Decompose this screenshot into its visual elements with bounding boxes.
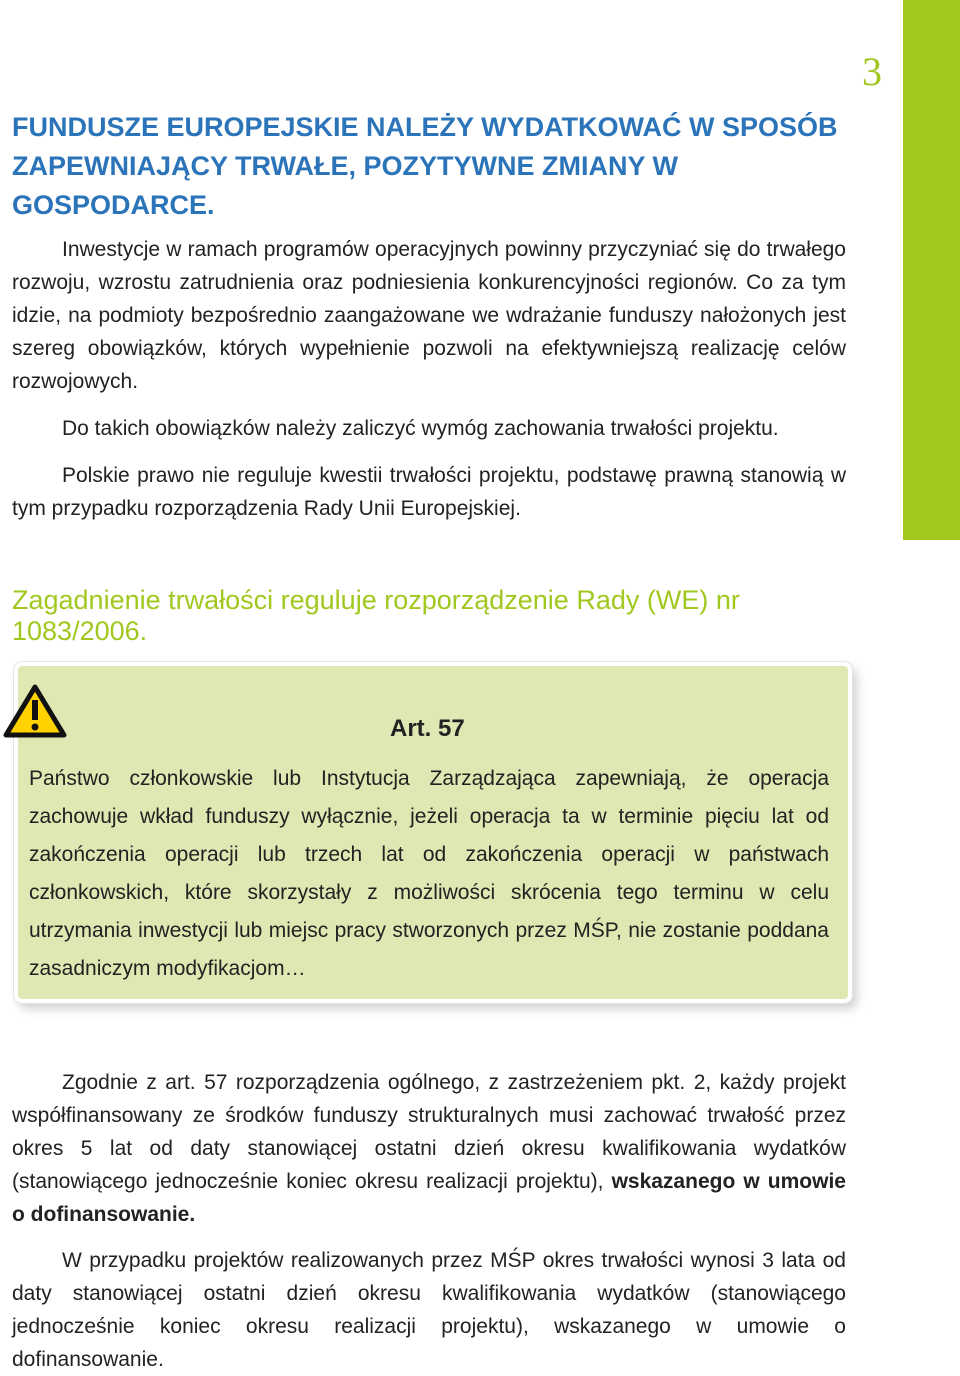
page-headline: FUNDUSZE EUROPEJSKIE NALEŻY WYDATKOWAĆ W SPOSÓB ZAPEWNIAJĄCY TRWAŁE, POZYTYWNE ZMIANY W GOSPODARCE. [12, 112, 838, 220]
closing-paragraph [12, 1066, 846, 1231]
green-sidebar-bar [903, 0, 960, 540]
closing-text: Zgodnie z art. 57 rozporządzenia ogólnego, z zastrzeżeniem pkt. 2, każdy projekt współfinansowany ze środków funduszy strukturalnych musi zachować trwałość przez okres 5 lat od daty stanowiącej ostatni dzień okresu kwalifikowania wydatków (stanowiącego jednocześnie koniec okresu realizacji projektu), [12, 1071, 846, 1193]
article-title: Art. 57 [390, 715, 465, 742]
article-paragraph: Państwo członkowskie lub Instytucja Zarządzająca zapewniają, że operacja zachowuje wkład funduszy wyłącznie, jeżeli operacja ta w terminie pięciu lat od zakończenia operacji lub trzech lat od zakończenia operacji w państwach członkowskich, które skorzystały z możliwości skrócenia tego terminu w celu utrzymania inwestycji lub miejsc pracy stworzonych przez MŚP, nie zostanie poddana zasadniczym modyfikacjom… [29, 767, 829, 980]
closing-paragraph: W przypadku projektów realizowanych przez MŚP okres trwałości wynosi 3 lata od daty stanowiącej ostatni dzień okresu kwalifikowania wydatków (stanowiącego jednocześnie koniec okresu realizacji projektu), wskazanego w umowie o dofinansowanie. [12, 1249, 846, 1371]
article-text [29, 760, 829, 988]
intro-paragraph: Do takich obowiązków należy zaliczyć wymóg zachowania trwałości projektu. [62, 417, 779, 440]
intro-section [12, 233, 846, 525]
intro-paragraph: Polskie prawo nie reguluje kwestii trwałości projektu, podstawę prawną stanowią w tym przypadku rozporządzenia Rady Unii Europejskiej. [12, 464, 846, 520]
page-number: 3 [862, 49, 882, 94]
closing-bold-text: wskazanego w umowie o dofinansowanie. [12, 1170, 846, 1226]
regulation-callout: Zagadnienie trwałości reguluje rozporządzenie Rady (WE) nr 1083/2006. [12, 585, 740, 646]
intro-paragraph: Inwestycje w ramach programów operacyjnych powinny przyczyniać się do trwałego rozwoju, wzrostu zatrudnienia oraz podniesienia konkurencyjności regionów. Co za tym idzie, na podmioty bezpośrednio zaangażowane we wdrażanie funduszy nałożonych jest szereg obowiązków, których wypełnienie pozwoli na efektywniejszą realizację celów rozwojowych. [12, 238, 846, 393]
closing-section [12, 1066, 846, 1376]
warning-icon [3, 684, 67, 745]
